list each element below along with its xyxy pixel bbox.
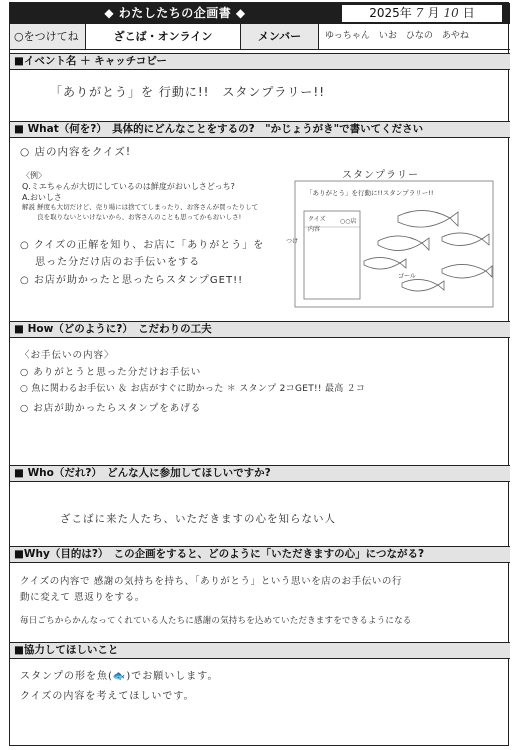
what-line-7: ○ クイズの正解を知り、お店に「ありがとう」を: [20, 240, 265, 251]
help-heading: ■協力してほしいこと: [10, 642, 510, 659]
what-line-2: 〈例〉: [22, 171, 46, 180]
what-line-1: ○ 店の内容をクイズ!: [20, 146, 132, 158]
date-day: 10: [443, 6, 459, 20]
sheet-title: ◆ わたしたちの企画書 ◆: [104, 6, 246, 20]
who-text: ざこばに来た人たち、いただきますの心を知らない人: [60, 513, 336, 525]
how-line-4: ○ お店が助かったらスタンプをあげる: [20, 403, 202, 414]
name-value: ざこば・オンライン: [86, 24, 241, 49]
date-day-unit: 日: [462, 6, 475, 20]
who-heading: ■ Who（だれ?） どんな人に参加してほしいですか?: [10, 465, 510, 482]
member-label: メンバー: [241, 24, 319, 49]
sketch-note-quiz: クイズ: [308, 216, 326, 223]
planning-sheet: [9, 2, 509, 746]
member-value: ゆっちゃん いお ひなの あやね: [325, 31, 469, 41]
event-text: 「ありがとう」を 行動に!! スタンプラリー!!: [50, 85, 326, 99]
date-year: 2025年: [369, 6, 412, 20]
sketch-note-store: ○○店: [340, 218, 357, 225]
why-line-3: 毎日ごちからかんなってくれている人たちに感謝の気持ちを込めていただきますをできるようになる: [20, 616, 412, 626]
why-line-2: 動に変えて 恩返りをする。: [20, 592, 145, 603]
what-line-3: Q.ミエちゃんが大切にしているのは鮮度がおいしさどっち?: [22, 182, 235, 191]
sketch-note-content: 内容: [308, 226, 321, 233]
name-member-row: [10, 24, 510, 50]
what-line-9: ○ お店が助かったと思ったらスタンプGET!!: [20, 275, 244, 286]
fish-icon: [442, 233, 489, 246]
date-month-unit: 月: [427, 6, 440, 20]
help-line-1: スタンプの形を魚(🐟)でお願いします。: [20, 671, 219, 682]
how-line-3: ○ 魚に関わるお手伝い ＆ お店がすぐに助かった ＊ スタンプ 2コGET!! 最高 ２コ: [20, 384, 366, 394]
what-line-8: 思った分だけ店のお手伝いをする: [20, 257, 201, 268]
fish-icon: [378, 236, 429, 251]
why-line-1: クイズの内容で 感謝の気持ちを持ち、「ありがとう」という思いを店のお手伝いの行: [20, 576, 403, 587]
what-heading: ■ What（何を?） 具体的にどんなことをするの? "かじょうがき"で書いてください: [10, 121, 510, 138]
fish-icon: [398, 210, 458, 227]
what-line-4: A.おいしさ: [22, 193, 62, 202]
fish-icon: [402, 279, 444, 291]
date-month: 7: [415, 6, 424, 20]
sketch-frame: [295, 181, 493, 307]
how-line-1: 〈お手伝いの内容〉: [20, 350, 115, 361]
what-line-5: 解説 鮮度も大切だけど、売り場には捨ててしまったり、お客さんが買ったりして: [22, 203, 259, 211]
name-label: ○をつけてね: [10, 24, 86, 49]
sketch-goal-label: ゴール: [398, 273, 416, 280]
event-heading: ■イベント名 ＋ キャッチコピー: [10, 53, 510, 70]
date-box: [342, 5, 502, 22]
what-line-6: 良を取りないといけないから、お客さんのことも思ってかもおいしさ!: [22, 213, 242, 221]
fish-icon: [364, 257, 406, 269]
how-line-2: ○ ありがとうと思った分だけお手伝い: [20, 367, 202, 378]
why-heading: ■Why（目的は?） この企画をすると、どのように「いただきますの心」につながる?: [10, 546, 510, 563]
sketch-small-label: つけ: [286, 238, 299, 245]
sketch-banner: 「ありがとう」を行動に!!スタンプラリー!!: [306, 189, 434, 197]
help-line-2: クイズの内容を考えてほしいです。: [20, 691, 195, 702]
fish-icon: [442, 264, 492, 278]
sketch-title: スタンプラリー: [342, 170, 419, 181]
how-heading: ■ How（どのように?） こだわりの工夫: [10, 321, 510, 338]
title-bar: [10, 3, 510, 24]
